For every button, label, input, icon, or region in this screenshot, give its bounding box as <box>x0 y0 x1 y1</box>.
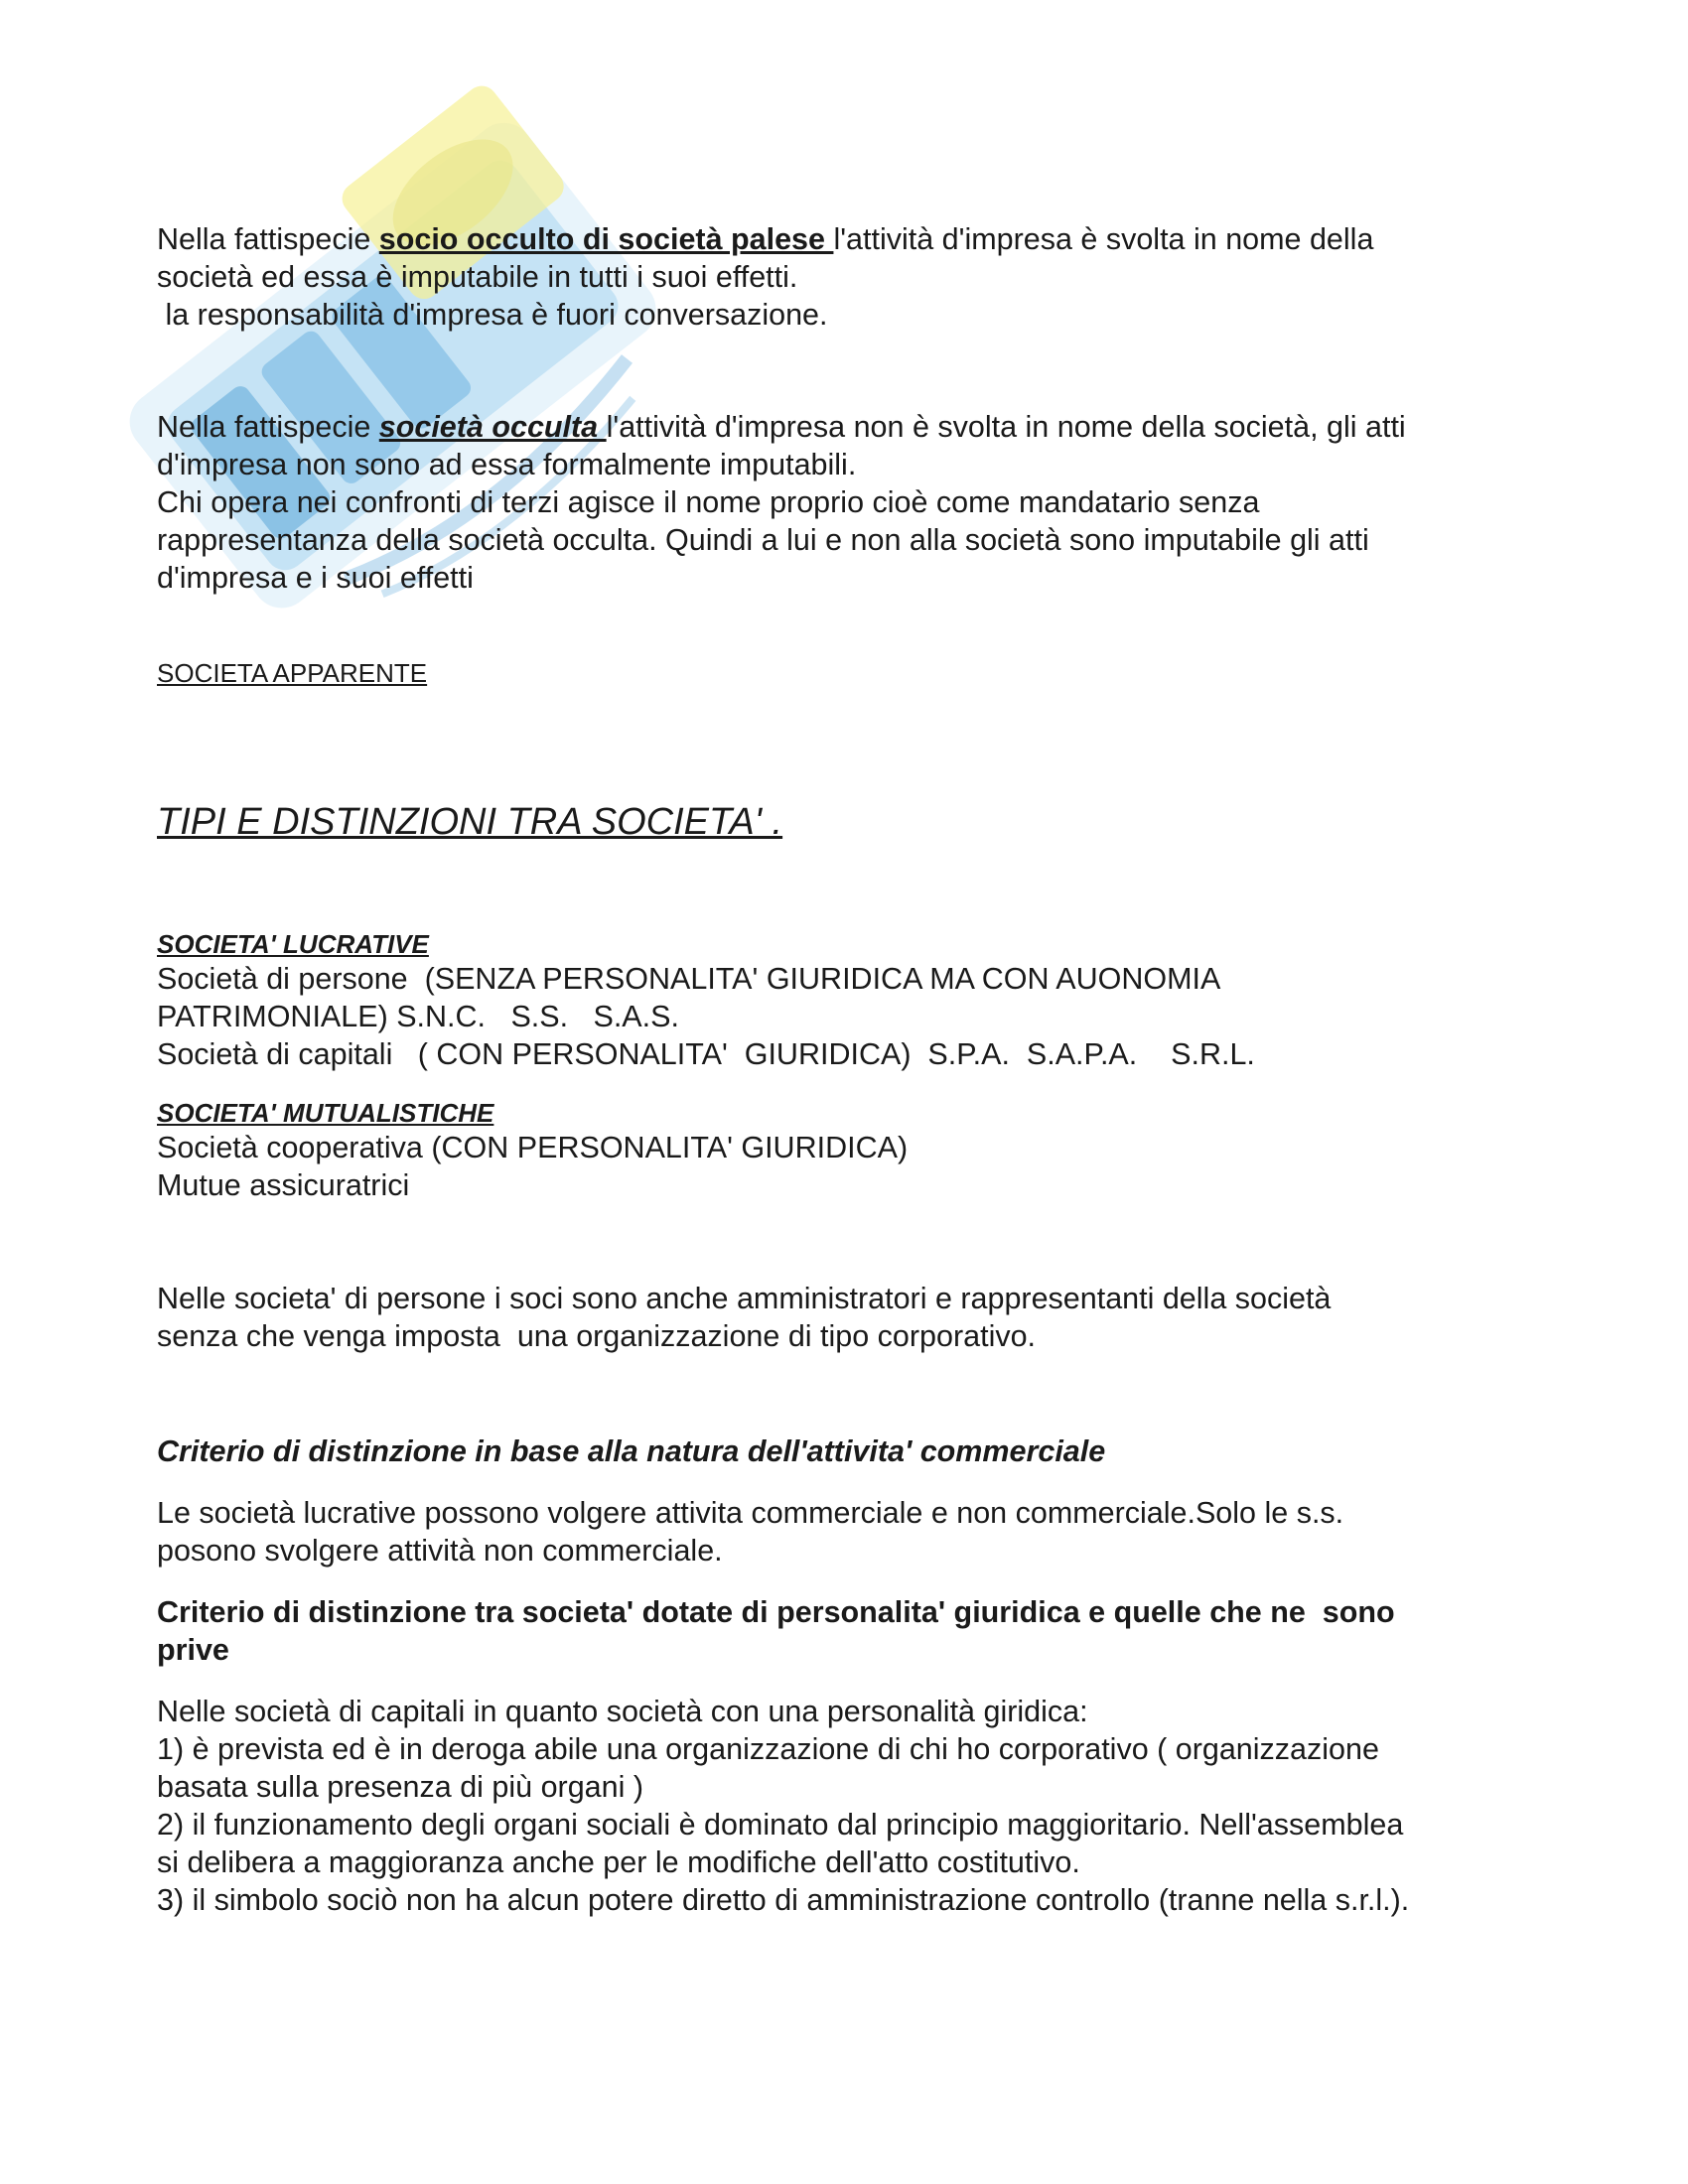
text-line: Nelle società di capitali in quanto società con una personalità giridica: <box>157 1695 1088 1728</box>
text-line: Società cooperativa (CON PERSONALITA' GIURIDICA) <box>157 1131 909 1164</box>
document-content <box>157 220 1547 1919</box>
text-line: la responsabilità d'impresa è fuori conversazione. <box>157 298 828 332</box>
text-line: d'impresa non sono ad essa formalmente imputabili. <box>157 448 857 481</box>
text-line: Le società lucrative possono volgere attivita commerciale e non commerciale.Solo le s.s. <box>157 1496 1344 1530</box>
text-line: Nelle societa' di persone i soci sono anche amministratori e rappresentanti della società <box>157 1282 1332 1315</box>
text-line: prive <box>157 1633 229 1667</box>
text-line: Criterio di distinzione tra societa' dotate di personalita' giuridica e quelle che ne sono <box>157 1595 1395 1629</box>
text-line: Nella fattispecie società occulta l'attività d'impresa non è svolta in nome della società, gli atti <box>157 410 1406 444</box>
text-line: rappresentanza della società occulta. Quindi a lui e non alla società sono imputabile gli atti <box>157 523 1369 557</box>
text-line: PATRIMONIALE) S.N.C. S.S. S.A.S. <box>157 1000 679 1033</box>
term-societa-occulta: società occulta <box>378 410 607 444</box>
text-line: Chi opera nei confronti di terzi agisce il nome proprio cioè come mandatario senza <box>157 485 1260 519</box>
section-title: TIPI E DISTINZIONI TRA SOCIETA' . <box>157 801 783 843</box>
list-item: 3) il simbolo sociò non ha alcun potere diretto di amministrazione controllo (tranne nella s.r.l.). <box>157 1883 1410 1917</box>
text-line: Società di capitali ( CON PERSONALITA' GIURIDICA) S.P.A. S.A.P.A. S.R.L. <box>157 1037 1255 1071</box>
list-item: 1) è prevista ed è in deroga abile una organizzazione di chi ho corporativo ( organizzazione <box>157 1732 1379 1766</box>
term-socio-occulto: socio occulto di società palese <box>378 222 834 256</box>
paragraph-societa-occulta <box>157 408 1547 597</box>
text-line: basata sulla presenza di più organi ) <box>157 1770 643 1804</box>
heading-criterio-attivita: Criterio di distinzione in base alla natura dell'attivita' commerciale <box>157 1434 1106 1468</box>
section-mutualistiche <box>157 1097 1547 1204</box>
paragraph-criterio-attivita <box>157 1494 1547 1570</box>
section-lucrative <box>157 928 1547 1073</box>
text-line: posono svolgere attività non commerciale. <box>157 1534 723 1568</box>
text-line: d'impresa e i suoi effetti <box>157 561 474 595</box>
heading-mutualistiche: SOCIETA' MUTUALISTICHE <box>157 1098 494 1128</box>
text-line: si delibera a maggioranza anche per le modifiche dell'atto costitutivo. <box>157 1845 1080 1879</box>
paragraph-societa-persone <box>157 1280 1547 1355</box>
heading-lucrative: SOCIETA' LUCRATIVE <box>157 929 429 959</box>
text-line: Società di persone (SENZA PERSONALITA' GIURIDICA MA CON AUONOMIA <box>157 962 1221 996</box>
heading-societa-apparente: SOCIETA APPARENTE <box>157 658 428 688</box>
text-line: Nella fattispecie socio occulto di società palese l'attività d'impresa è svolta in nome della <box>157 222 1374 256</box>
paragraph-socio-occulto <box>157 220 1547 334</box>
paragraph-criterio-personalita <box>157 1693 1547 1919</box>
heading-criterio-personalita <box>157 1593 1547 1669</box>
text-line: senza che venga imposta una organizzazione di tipo corporativo. <box>157 1319 1037 1353</box>
list-item: 2) il funzionamento degli organi sociali è dominato dal principio maggioritario. Nell'assemblea <box>157 1808 1404 1842</box>
text-line: Mutue assicuratrici <box>157 1168 410 1202</box>
text-line: società ed essa è imputabile in tutti i suoi effetti. <box>157 260 798 294</box>
